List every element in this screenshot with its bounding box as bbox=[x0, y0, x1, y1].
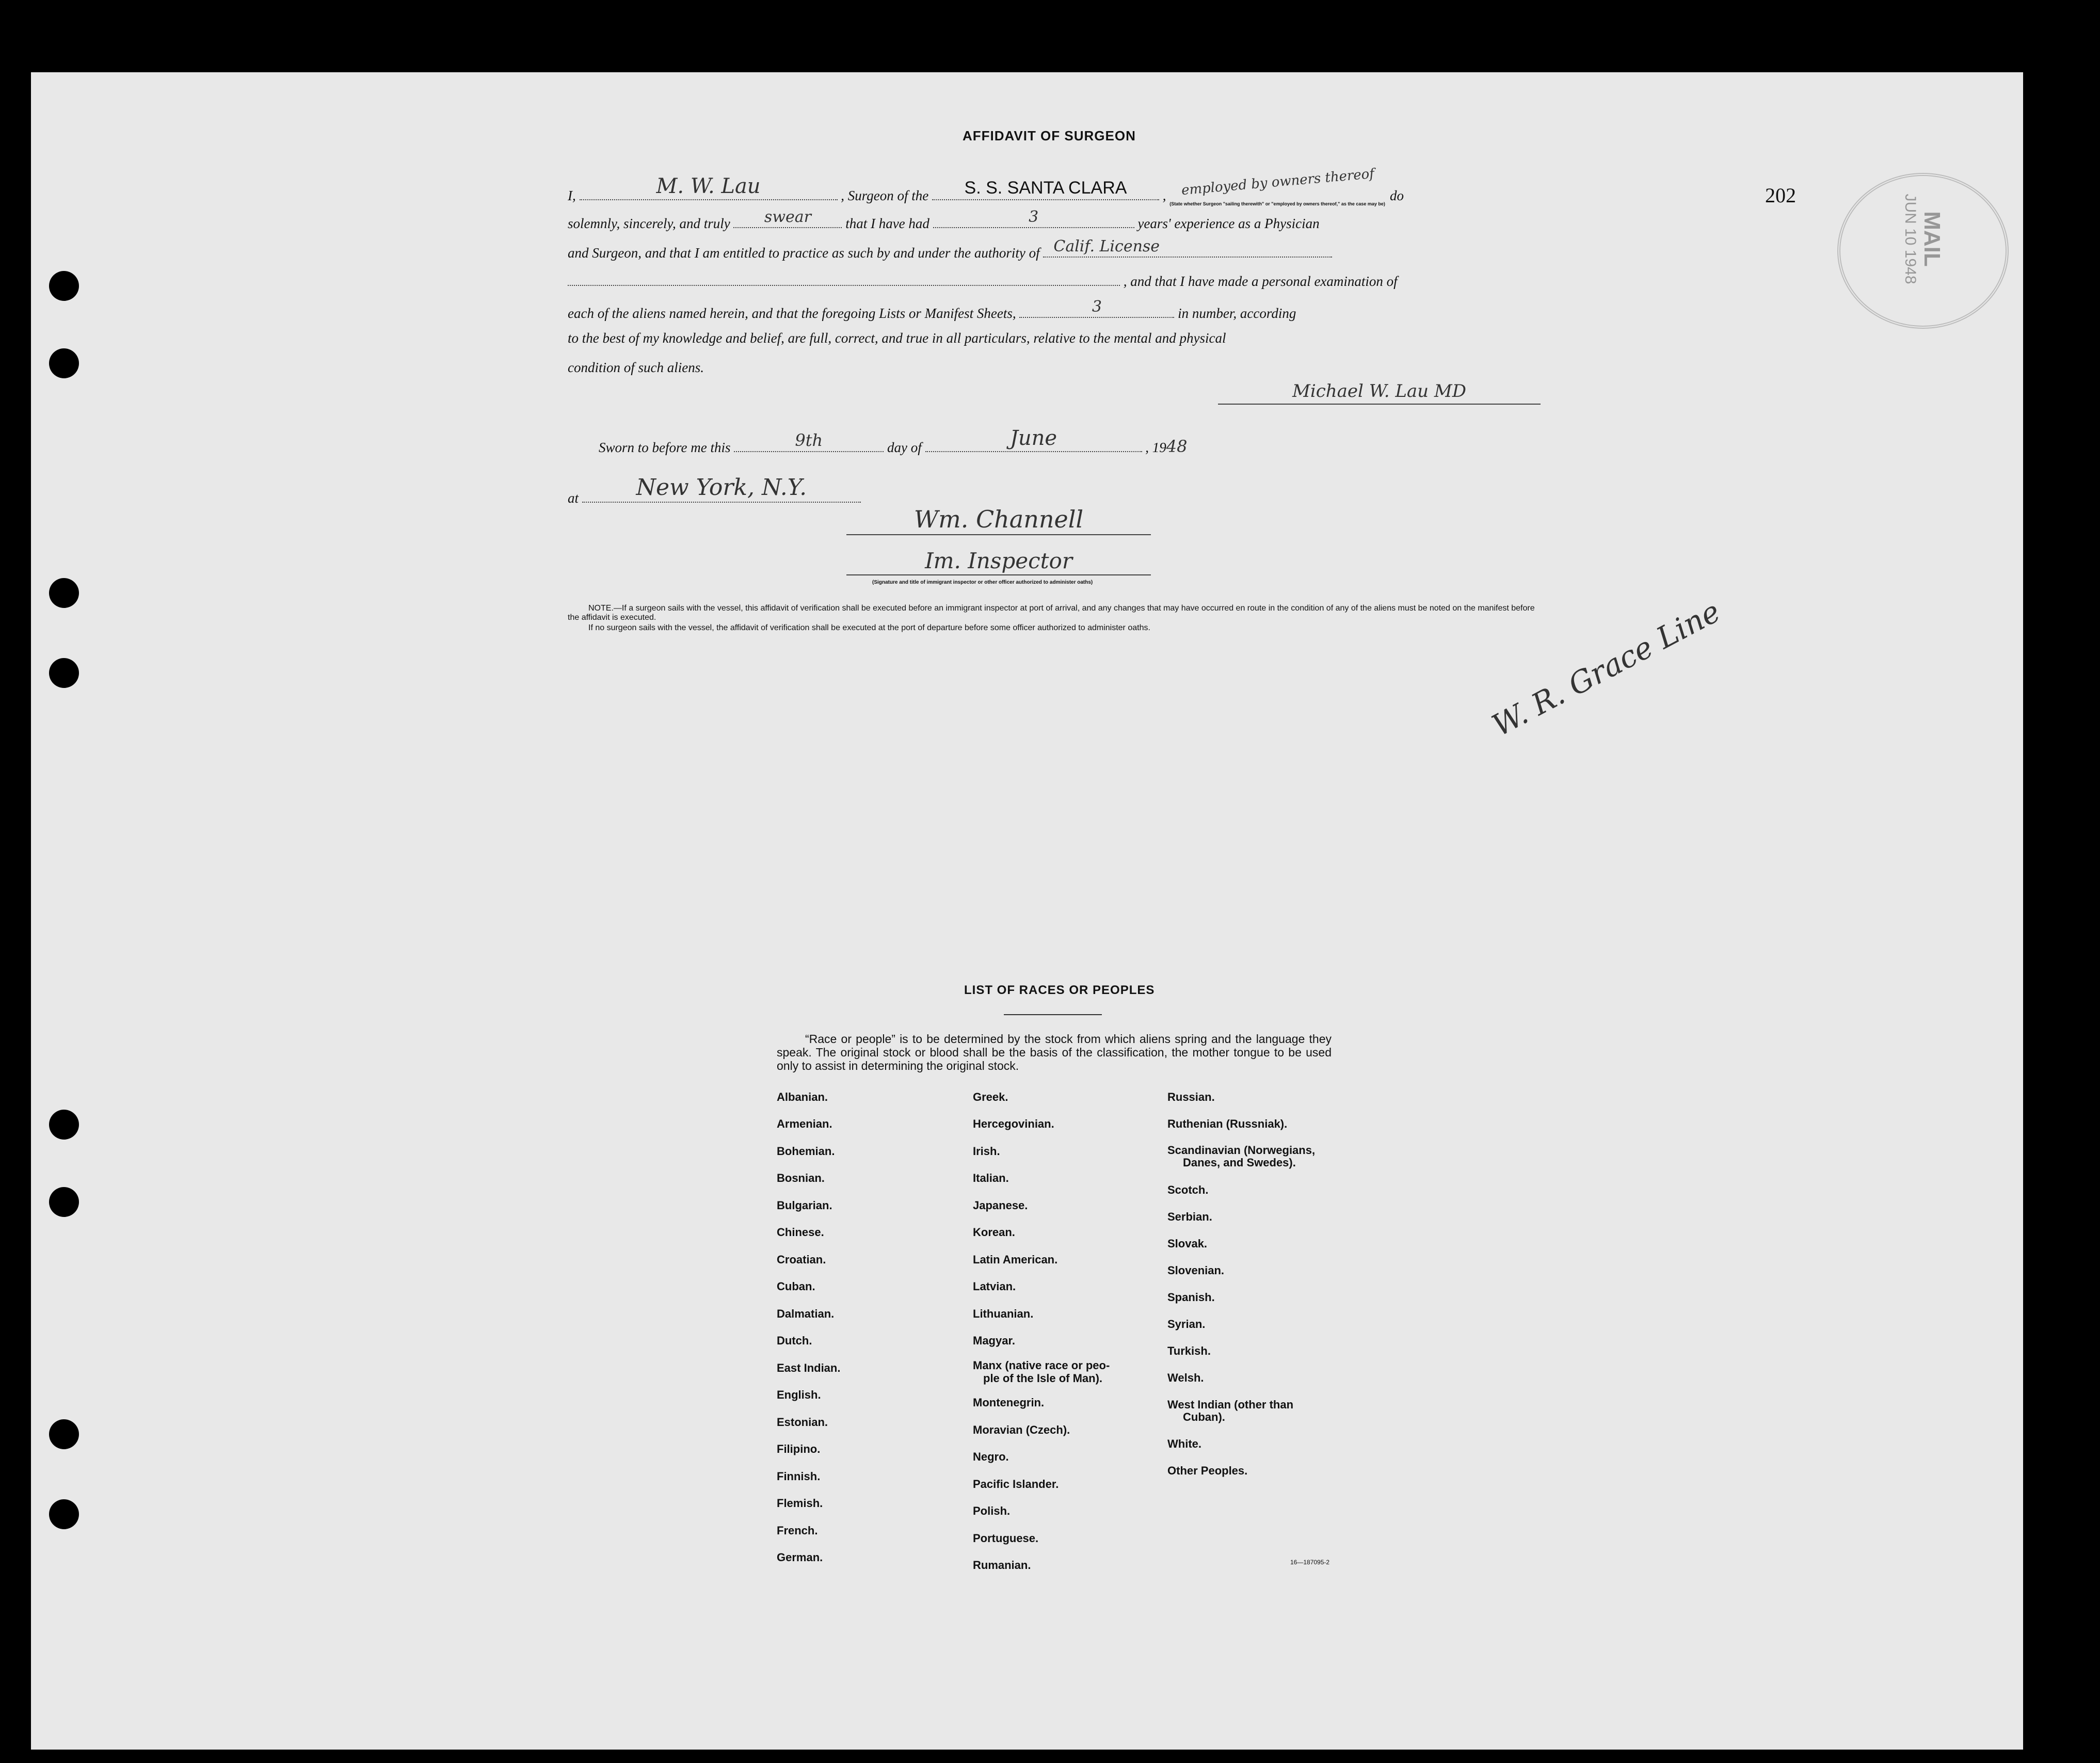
race-item: Hercegovinian. bbox=[973, 1117, 1054, 1130]
oath-word: swear bbox=[764, 208, 811, 226]
race-item: Slovak. bbox=[1167, 1237, 1208, 1250]
race-item: Albanian. bbox=[777, 1091, 828, 1103]
race-item: Turkish. bbox=[1167, 1344, 1211, 1357]
affidavit-line-3: and Surgeon, and that I am entitled to practice as such by and under the authority of Calif. License bbox=[568, 240, 1332, 261]
races-title-rule bbox=[1004, 1014, 1102, 1015]
race-item: Ruthenian (Russniak). bbox=[1167, 1117, 1288, 1130]
race-item: White. bbox=[1167, 1437, 1201, 1450]
race-item: Bohemian. bbox=[777, 1145, 835, 1158]
officer-title: Im. Inspector bbox=[925, 548, 1072, 573]
race-item: Pacific Islander. bbox=[973, 1478, 1059, 1490]
race-item: West Indian (other than bbox=[1167, 1398, 1294, 1411]
races-intro: “Race or people” is to be determined by the stock from which aliens spring and the language they speak. The original stock or blood shall be the basis of the classification, the mother tongue to be used only to assist in determining the original stock. bbox=[777, 1032, 1332, 1072]
race-item: Rumanian. bbox=[973, 1559, 1031, 1572]
race-item: Russian. bbox=[1167, 1091, 1215, 1103]
affidavit-line-7: condition of such aliens. bbox=[568, 360, 704, 375]
punch-hole bbox=[49, 658, 79, 688]
affidavit-line-1: I, M. W. Lau , Surgeon of the S. S. SANTA CLARA , employed by owners thereof (State whether Surgeon "sailing therewith" or "employed by owners thereof," as the case may be) do bbox=[568, 166, 1404, 206]
years-experience: 3 bbox=[1029, 208, 1039, 226]
race-item: Lithuanian. bbox=[973, 1307, 1034, 1320]
race-item: Montenegrin. bbox=[973, 1396, 1045, 1409]
license-authority: Calif. License bbox=[1053, 237, 1160, 255]
race-item: Danes, and Swedes). bbox=[1183, 1156, 1296, 1169]
race-item: Slovenian. bbox=[1167, 1264, 1225, 1277]
page-number: 202 bbox=[1765, 184, 1796, 207]
employment-handwriting: employed by owners thereof bbox=[1181, 166, 1375, 199]
race-item: Italian. bbox=[973, 1172, 1009, 1184]
race-item: Armenian. bbox=[777, 1117, 832, 1130]
punch-hole bbox=[49, 1419, 79, 1449]
race-item: Other Peoples. bbox=[1167, 1464, 1248, 1477]
race-item: Japanese. bbox=[973, 1199, 1028, 1212]
race-item: Korean. bbox=[973, 1226, 1015, 1239]
race-item: Welsh. bbox=[1167, 1371, 1204, 1384]
place-line: at New York, N.Y. bbox=[568, 476, 861, 506]
punch-hole bbox=[49, 1110, 79, 1140]
race-item: Irish. bbox=[973, 1145, 1000, 1158]
race-item: Spanish. bbox=[1167, 1291, 1215, 1304]
race-item: Bosnian. bbox=[777, 1172, 825, 1184]
race-item: Filipino. bbox=[777, 1443, 821, 1455]
punch-hole bbox=[49, 348, 79, 378]
race-item: Flemish. bbox=[777, 1497, 823, 1510]
margin-handwriting: W. R. Grace Line bbox=[1486, 594, 1726, 744]
race-item: Greek. bbox=[973, 1091, 1008, 1103]
race-item: East Indian. bbox=[777, 1361, 841, 1374]
surgeon-signature-line bbox=[1218, 373, 1541, 405]
punch-hole bbox=[49, 271, 79, 301]
affidavit-note-2: If no surgeon sails with the vessel, the affidavit of verification shall be executed at the port of departure before some officer authorized to administer oaths. bbox=[588, 623, 1150, 632]
sheet-count: 3 bbox=[1092, 298, 1102, 316]
affidavit-line-4: , and that I have made a personal examination of bbox=[568, 270, 1398, 290]
affidavit-line-6: to the best of my knowledge and belief, are full, correct, and true in all particulars, relative to the mental and physical bbox=[568, 330, 1226, 346]
race-item: Latin American. bbox=[973, 1253, 1058, 1266]
race-item: Manx (native race or peo- bbox=[973, 1359, 1110, 1372]
affidavit-title: AFFIDAVIT OF SURGEON bbox=[963, 128, 1136, 143]
race-item: Polish. bbox=[973, 1504, 1011, 1517]
race-item: Syrian. bbox=[1167, 1318, 1206, 1331]
officer-signature-line bbox=[846, 503, 1151, 535]
affidavit-note-1: NOTE.—If a surgeon sails with the vessel, this affidavit of verification shall be executed before an immigrant inspector at port of arrival, and any changes that may have occurred en route in the condition of any of the aliens must be noted on the manifest before the affidavit is executed. bbox=[568, 604, 1535, 622]
race-item: Latvian. bbox=[973, 1280, 1016, 1293]
mail-stamp bbox=[1837, 173, 2009, 329]
race-item: Cuban. bbox=[777, 1280, 815, 1293]
race-item: Magyar. bbox=[973, 1334, 1015, 1347]
race-item: French. bbox=[777, 1524, 818, 1537]
affidavit-line-5: each of the aliens named herein, and that the foregoing Lists or Manifest Sheets, 3 in number, according bbox=[568, 298, 1296, 321]
officer-title-line bbox=[846, 546, 1151, 575]
surgeon-name: M. W. Lau bbox=[656, 174, 761, 198]
sworn-line: Sworn to before me this 9th day of June , 1948 bbox=[599, 426, 1188, 456]
race-item: Serbian. bbox=[1167, 1210, 1212, 1223]
race-item: Scandinavian (Norwegians, bbox=[1167, 1144, 1316, 1157]
ship-name: S. S. SANTA CLARA bbox=[964, 178, 1127, 198]
sworn-month: June bbox=[1009, 426, 1057, 450]
race-item: Chinese. bbox=[777, 1226, 824, 1239]
race-item: Portuguese. bbox=[973, 1532, 1039, 1545]
form-code: 16—187095-2 bbox=[1290, 1559, 1330, 1566]
affidavit-line-2: solemnly, sincerely, and truly swear that I have had 3 years' experience as a Physician bbox=[568, 208, 1320, 231]
surgeon-signature: Michael W. Lau MD bbox=[1292, 381, 1466, 402]
race-item: ple of the Isle of Man). bbox=[983, 1372, 1103, 1385]
stamp-text: MAIL JUN 10 1948 bbox=[1902, 194, 1945, 284]
race-item: Croatian. bbox=[777, 1253, 826, 1266]
race-item: Bulgarian. bbox=[777, 1199, 832, 1212]
races-title: LIST OF RACES OR PEOPLES bbox=[964, 983, 1155, 997]
officer-signature: Wm. Channell bbox=[913, 505, 1084, 533]
race-item: Negro. bbox=[973, 1450, 1009, 1463]
race-item: Moravian (Czech). bbox=[973, 1423, 1070, 1436]
race-item: Dalmatian. bbox=[777, 1307, 835, 1320]
race-item: English. bbox=[777, 1388, 821, 1401]
punch-hole bbox=[49, 578, 79, 608]
race-item: Estonian. bbox=[777, 1416, 828, 1429]
race-item: Cuban). bbox=[1183, 1411, 1225, 1423]
race-item: Scotch. bbox=[1167, 1183, 1209, 1196]
race-item: German. bbox=[777, 1551, 823, 1564]
race-item: Finnish. bbox=[777, 1470, 821, 1483]
race-item: Dutch. bbox=[777, 1334, 812, 1347]
sworn-day: 9th bbox=[795, 430, 823, 450]
employment-note: (State whether Surgeon "sailing therewith" or "employed by owners thereof," as the case may be) bbox=[1169, 201, 1385, 206]
punch-hole bbox=[49, 1499, 79, 1529]
sworn-place: New York, N.Y. bbox=[636, 474, 807, 501]
document-sheet bbox=[31, 72, 2023, 1750]
officer-caption: (Signature and title of immigrant inspector or other officer authorized to administer oaths) bbox=[872, 580, 1093, 585]
punch-hole bbox=[49, 1187, 79, 1217]
sworn-year: 48 bbox=[1166, 437, 1188, 456]
